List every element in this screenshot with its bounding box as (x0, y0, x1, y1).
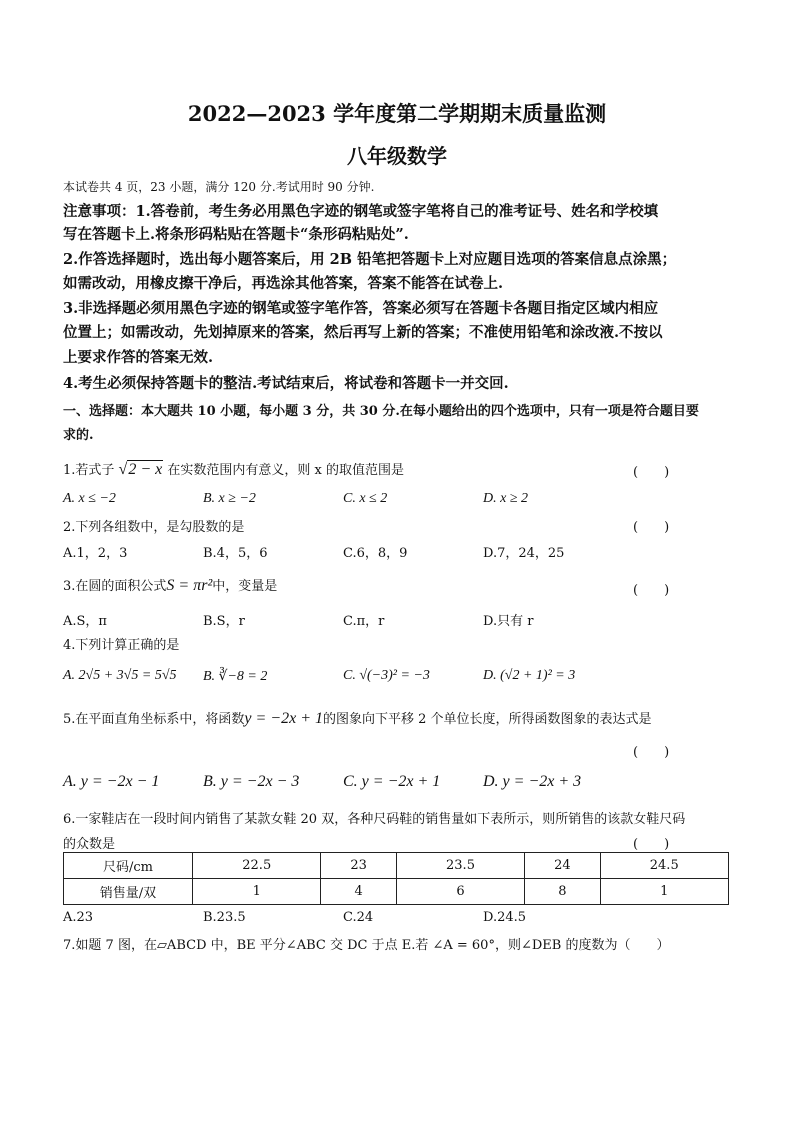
table-header-cell: 销售量/双 (64, 879, 193, 905)
notes-line-5: 3.非选择题必须用黑色字迹的钢笔或签字笔作答，答案必须写在答题卡各题目指定区域内相应 (63, 300, 659, 317)
q1-option-d: D. x ≥ 2 (483, 491, 529, 506)
table-cell: 1 (600, 879, 729, 905)
question-2-stem: 2.下列各组数中，是勾股数的是 (63, 520, 245, 535)
q5-option-d: D. y = −2x + 3 (483, 773, 582, 790)
answer-blank-1: ( ) (633, 465, 670, 480)
question-6-stem-line-1: 6.一家鞋店在一段时间内销售了某款女鞋 20 双，各种尺码鞋的销售量如下表所示，则所销售的该款女鞋尺码 (63, 812, 686, 827)
table-cell: 1 (193, 879, 321, 905)
answer-blank-5: ( ) (633, 745, 670, 760)
table-cell: 4 (321, 879, 396, 905)
q5-function: y = −2x + 1 (244, 710, 323, 727)
q2-option-d: D.7，24，25 (483, 546, 565, 561)
table-row (64, 853, 729, 879)
answer-blank-3: ( ) (633, 583, 670, 598)
question-4-stem: 4.下列计算正确的是 (63, 638, 180, 653)
notes-line-4: 如需改动，用橡皮擦干净后，再选涂其他答案，答案不能答在试卷上. (63, 275, 504, 292)
q3-option-c: C.π，r (343, 614, 385, 629)
answer-blank-2: ( ) (633, 520, 670, 535)
q4-option-b: B. ∛−8 = 2 (203, 669, 268, 684)
exam-intro: 本试卷共 4 页，23 小题，满分 120 分.考试用时 90 分钟. (63, 180, 375, 194)
exam-title: 2022—2023 学年度第二学期期末质量监测 (187, 101, 607, 126)
shoe-size-sales-table (63, 852, 729, 905)
table-cell: 24.5 (600, 853, 729, 879)
notes-line-7: 上要求作答的答案无效. (63, 349, 214, 366)
q2-option-a: A.1，2，3 (63, 546, 128, 561)
exam-subject: 八年级数学 (347, 144, 447, 168)
q5-option-c: C. y = −2x + 1 (343, 773, 441, 790)
q1-option-c: C. x ≤ 2 (343, 491, 388, 506)
table-header-cell: 尺码/cm (64, 853, 193, 879)
q3-option-d: D.只有 r (483, 614, 534, 629)
section1-heading-line-2: 求的. (63, 428, 94, 443)
q6-option-b: B.23.5 (203, 910, 246, 925)
q6-option-c: C.24 (343, 910, 374, 925)
table-cell: 23.5 (396, 853, 524, 879)
question-7-stem: 7.如题 7 图，在▱ABCD 中，BE 平分∠ABC 交 DC 于点 E.若 ∠A = 60°，则∠DEB 的度数为（ ） (63, 938, 670, 953)
notes-line-8: 4.考生必须保持答题卡的整洁.考试结束后，将试卷和答题卡一并交回. (63, 375, 509, 392)
table-row (64, 879, 729, 905)
question-6-stem-line-2: 的众数是 (63, 837, 116, 852)
q5-option-a: A. y = −2x − 1 (63, 773, 160, 790)
table-cell: 6 (396, 879, 524, 905)
section1-heading-line-1: 一、选择题：本大题共 10 小题，每小题 3 分，共 30 分.在每小题给出的四个选项中，只有一项是符合题目要 (63, 404, 699, 419)
notes-line-3: 2.作答选择题时，选出每小题答案后，用 2B 铅笔把答题卡上对应题目选项的答案信息点涂黑； (63, 251, 677, 268)
q4-option-d: D. (√2 + 1)² = 3 (483, 668, 576, 683)
question-3-stem: 3.在圆的面积公式S = πr²中，变量是 (63, 577, 278, 594)
table-cell: 8 (525, 879, 600, 905)
q4-option-c: C. √(−3)² = −3 (343, 668, 430, 683)
question-5-stem: 5.在平面直角坐标系中，将函数y = −2x + 1的图象向下平移 2 个单位长度，所得函数图象的表达式是 (63, 710, 652, 727)
notes-line-6: 位置上；如需改动，先划掉原来的答案，然后再写上新的答案；不准使用铅笔和涂改液.不按以 (63, 324, 663, 341)
notes-line-2: 写在答题卡上.将条形码粘贴在答题卡“条形码粘贴处”. (63, 226, 409, 243)
question-1-stem: 1.若式子 √2 − x 在实数范围内有意义，则 x 的取值范围是 (63, 461, 404, 478)
q3-option-a: A.S，π (63, 614, 107, 629)
notes-line-1: 注意事项：1.答卷前，考生务必用黑色字迹的钢笔或签字笔将自己的准考证号、姓名和学校填 (63, 203, 659, 220)
q1-radicand: 2 − x (128, 461, 163, 478)
q4-option-a: A. 2√5 + 3√5 = 5√5 (63, 668, 177, 683)
q6-option-a: A.23 (63, 910, 94, 925)
q2-option-c: C.6，8，9 (343, 546, 408, 561)
q5-option-b: B. y = −2x − 3 (203, 773, 300, 790)
answer-blank-6: ( ) (633, 837, 670, 852)
q3-formula: S = πr² (166, 577, 213, 594)
q2-option-b: B.4，5，6 (203, 546, 268, 561)
q6-option-d: D.24.5 (483, 910, 527, 925)
q1-option-b: B. x ≥ −2 (203, 491, 256, 506)
table-cell: 22.5 (193, 853, 321, 879)
q1-option-a: A. x ≤ −2 (63, 491, 116, 506)
table-cell: 24 (525, 853, 600, 879)
q3-option-b: B.S，r (203, 614, 245, 629)
table-cell: 23 (321, 853, 396, 879)
